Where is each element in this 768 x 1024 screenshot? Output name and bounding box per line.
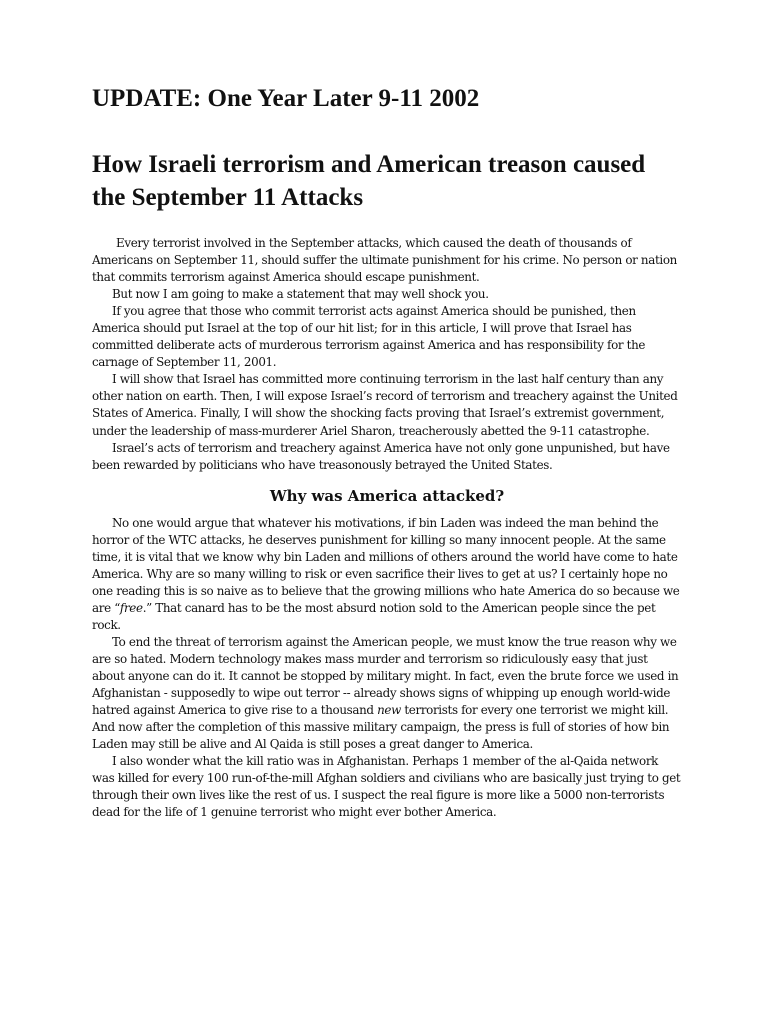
emphasis-free: free bbox=[119, 600, 143, 615]
update-title: UPDATE: One Year Later 9-11 2002 bbox=[92, 85, 480, 112]
intro-paragraph: If you agree that those who commit terrorist acts against America should be punished, then America should put Israel at the top of our hit list; for in this article, I will prove that Israel has committed deliberate acts of murderous terrorism against America and has responsibility for the carnage of September 11, 2001. bbox=[92, 304, 646, 370]
paragraph-text: To end the threat of terrorism against the American people, we must know the true reason why we are so hated. Modern technology makes mass murder and terrorism so ridiculously easy that just about anyone can do it. It cannot be stopped by military might. In fact, even the brute force we used in Afghanistan - supposedly to wipe out terror -- already shows signs of whipping up enough world-wide hatred against America to give rise to a thousand bbox=[92, 634, 679, 718]
emphasis-new: new bbox=[377, 703, 401, 718]
intro-paragraph: Israel’s acts of terrorism and treachery against America have not only gone unpunished, but have been rewarded by politicians who have treasonously betrayed the United States. bbox=[92, 440, 670, 472]
paragraph-text: .” That canard has to be the most absurd notion sold to the American people since the pet rock. bbox=[92, 600, 656, 632]
intro-paragraph: Every terrorist involved in the September attacks, which caused the death of thousands of Americans on September 11, should suffer the ultimate punishment for his crime. No person or nation that commits terrorism against America should escape punishment. bbox=[92, 236, 677, 285]
intro-section bbox=[92, 235, 682, 474]
body-paragraph bbox=[92, 515, 682, 634]
section-heading: Why was America attacked? bbox=[269, 486, 505, 505]
paragraph-text: terrorists for every one terrorist we might kill. And now after the completion of this massive military campaign, the press is full of stories of how bin Laden may still be alive and Al Qaida is still poses a great danger to America. bbox=[92, 703, 670, 752]
body-paragraph: I also wonder what the kill ratio was in Afghanistan. Perhaps 1 member of the al-Qaida network was killed for every 100 run-of-the-mill Afghan soldiers and civilians who are basically just trying to get through their own lives like the rest of us. I suspect the real figure is more like a 5000 non-terrorists dead for the life of 1 genuine terrorist who might ever bother America. bbox=[92, 754, 681, 820]
paragraph-text: No one would argue that whatever his motivations, if bin Laden was indeed the man behind the horror of the WTC attacks, he deserves punishment for killing so many innocent people. At the same time, it is vital that we know why bin Laden and millions of others around the world have come to hate America. Why are so many willing to risk or even sacrifice their lives to get at us? I certainly hope no one reading this is so naive as to believe that the growing millions who hate America do so because we are “ bbox=[92, 515, 680, 615]
document-page bbox=[92, 84, 682, 822]
body-paragraph bbox=[92, 634, 682, 753]
why-attacked-section bbox=[92, 515, 682, 822]
intro-paragraph: I will show that Israel has committed more continuing terrorism in the last half century than any other nation on earth. Then, I will expose Israel’s record of terrorism and treachery against the United States of America. Finally, I will show the shocking facts proving that Israel’s extremist government, under the leadership of mass-murderer Ariel Sharon, treacherously abetted the 9-11 catastrophe. bbox=[92, 372, 678, 438]
article-title: How Israeli terrorism and American treason caused the September 11 Attacks bbox=[92, 151, 646, 211]
intro-paragraph: But now I am going to make a statement that may well shock you. bbox=[112, 287, 489, 302]
